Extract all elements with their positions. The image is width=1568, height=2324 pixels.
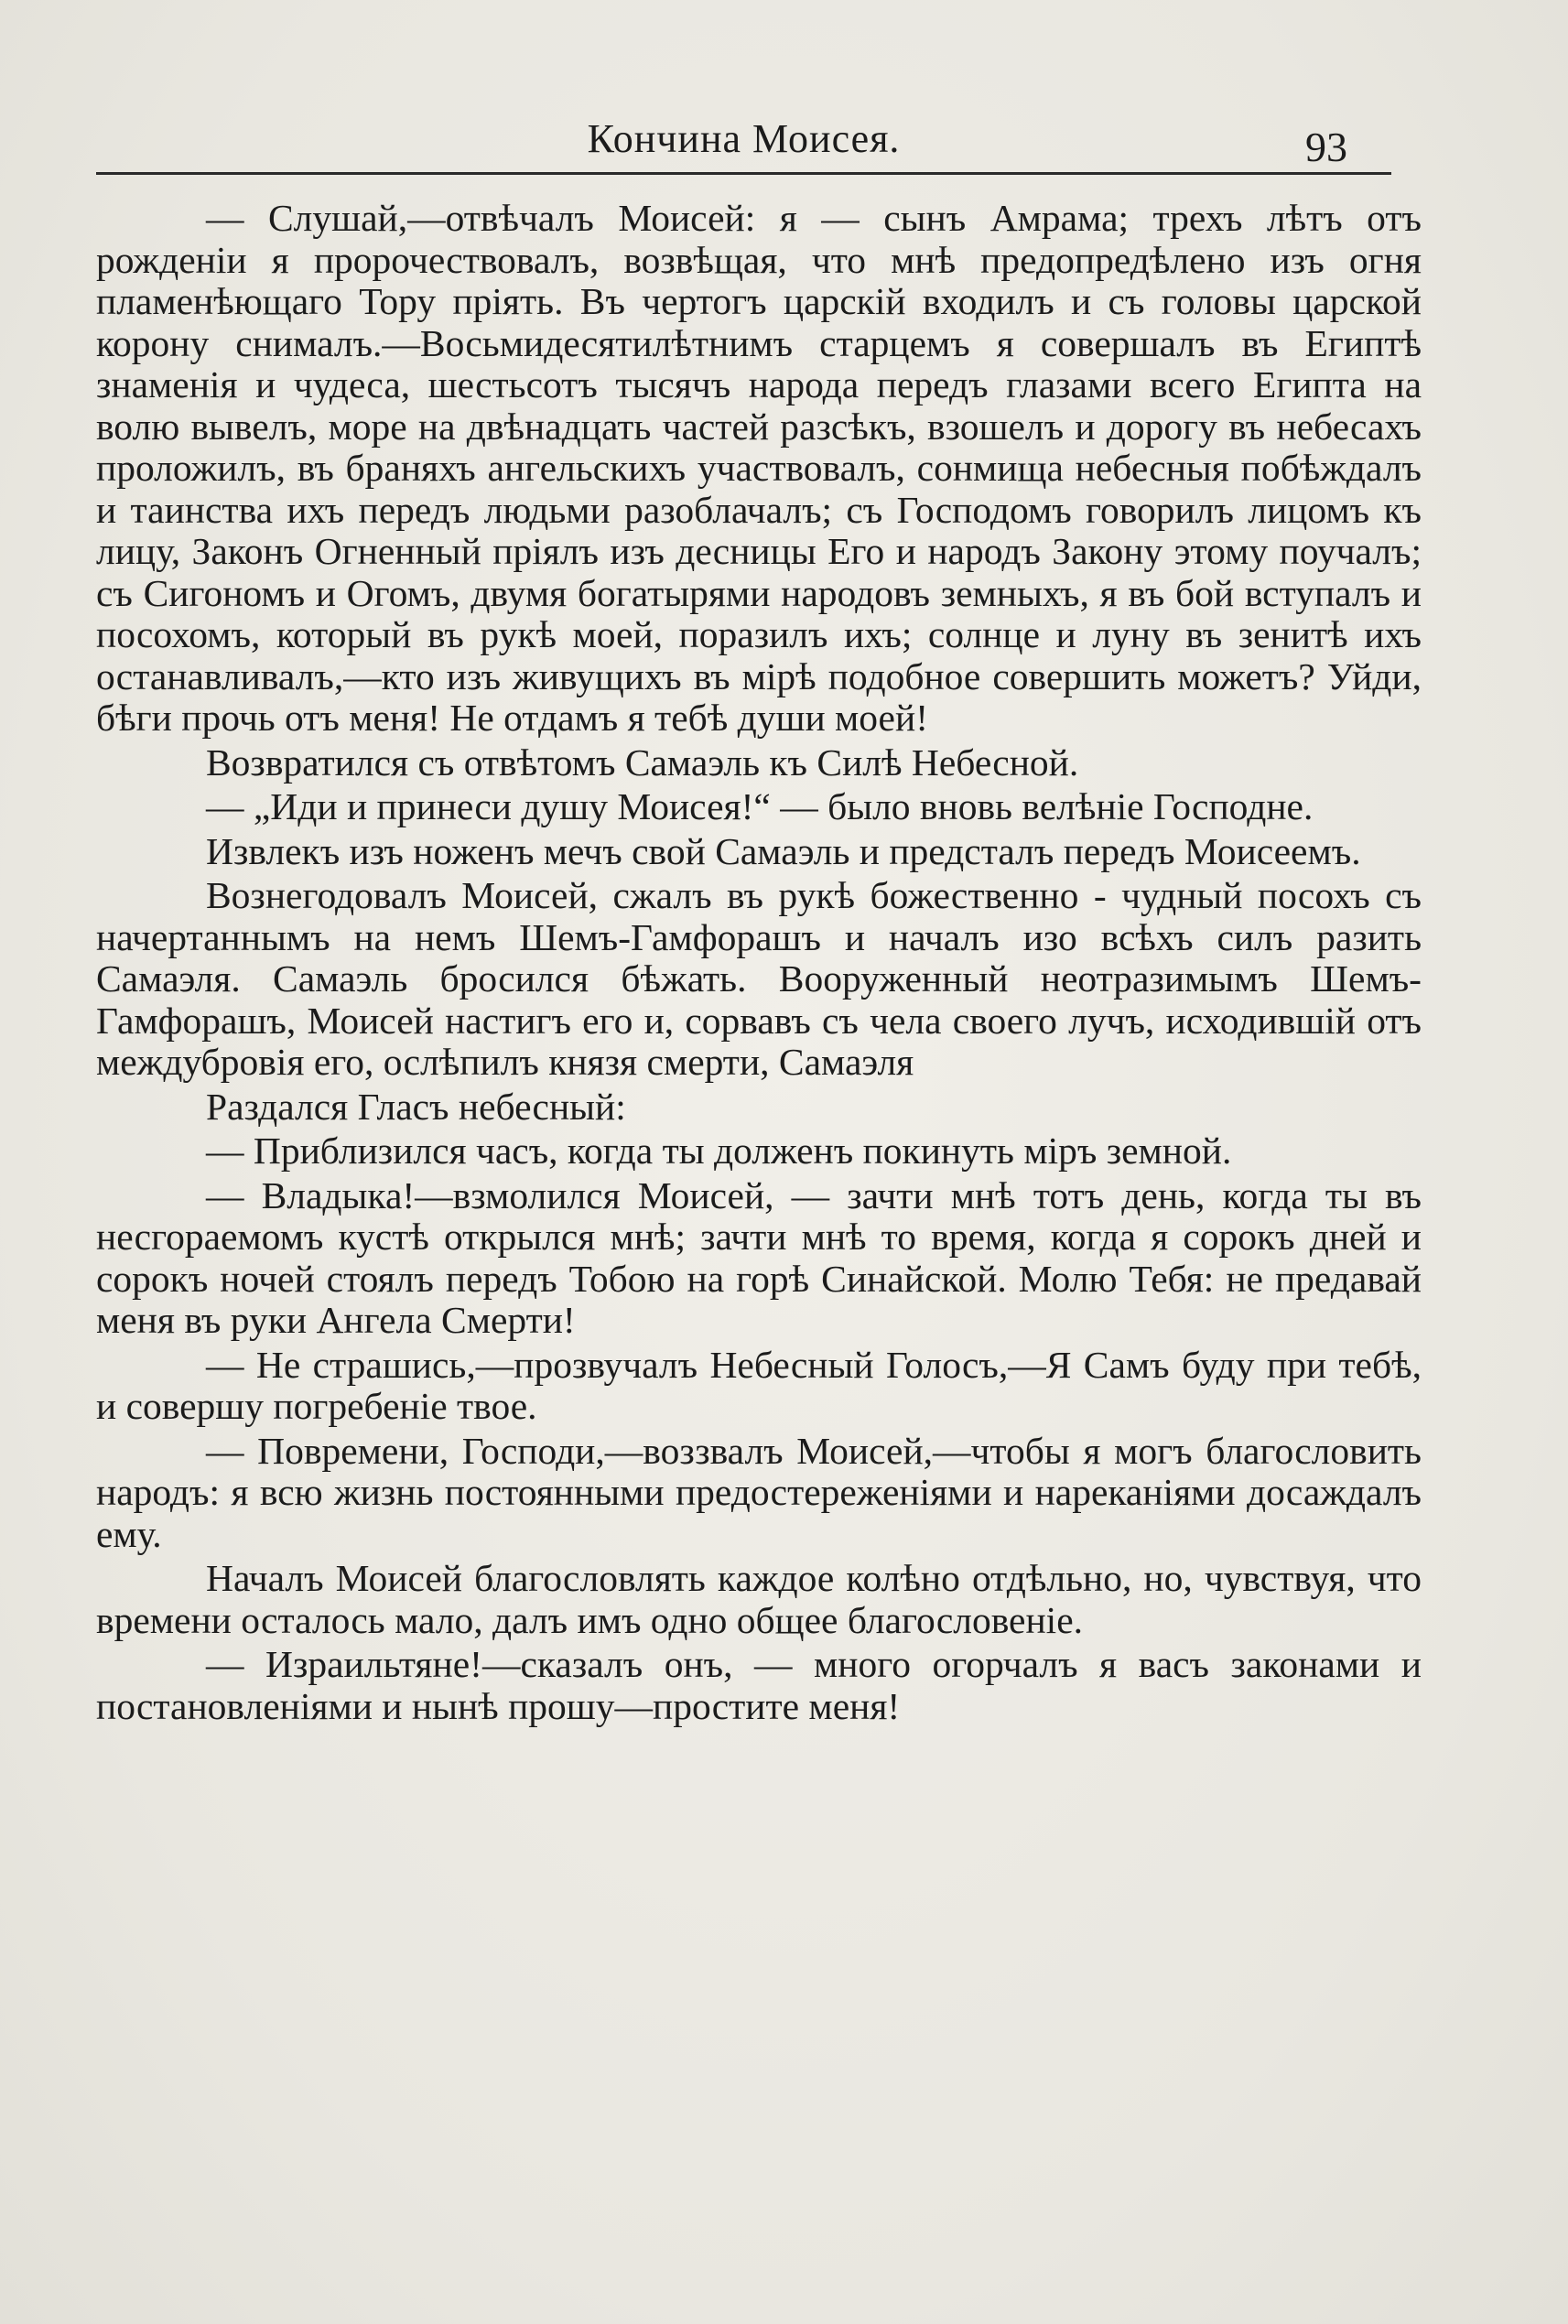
paragraph: Раздался Гласъ небесный: — [206, 1085, 626, 1128]
page-number: 93 — [1305, 124, 1347, 170]
paragraph: — Повремени, Господи,—воззвалъ Моисей,—чтобы я могъ благословить народъ: я всю жизнь постоянными предостереженіями и нареканіями досаждалъ ему. — [96, 1429, 1422, 1555]
paragraph: — Приблизился часъ, когда ты долженъ покинуть міръ земной. — [206, 1130, 1232, 1172]
paragraph: — „Иди и принеси душу Моисея!“ — было вновь велѣніе Господне. — [206, 785, 1314, 827]
paragraph: — Не страшись,—прозвучалъ Небесный Голосъ,—Я Самъ буду при тебѣ, и совершу погребеніе твое. — [96, 1343, 1422, 1427]
page-header — [96, 112, 1391, 175]
body-text — [96, 198, 1422, 1730]
paragraph: Началъ Моисей благословлять каждое колѣно отдѣльно, но, чувствуя, что времени осталось мало, далъ имъ одно общее благословеніе. — [96, 1557, 1422, 1641]
paragraph: Возвратился съ отвѣтомъ Самаэль къ Силѣ Небесной. — [206, 740, 1079, 784]
running-title: Кончина Моисея. — [587, 116, 901, 161]
paragraph: — Владыка!—взмолился Моисей, — зачти мнѣ тотъ день, когда ты въ несгораемомъ кустѣ открылся мнѣ; зачти мнѣ то время, когда я сорокъ дней и сорокъ ночей стоялъ передъ Тобою на горѣ Синайской. Молю Тебя: не предавай меня въ руки Ангела Смерти! — [96, 1173, 1422, 1341]
paragraph: Вознегодовалъ Моисей, сжалъ въ рукѣ божественно - чудный посохъ съ начертаннымъ на немъ Шемъ-Гамфорашъ и началъ изо всѣхъ силъ разить Самаэля. Самаэль бросился бѣжать. Вооруженный неотразимымъ Шемъ-Гамфорашъ, Моисей настигъ его и, сорвавъ съ чела своего лучъ, исходившій отъ междубровія его, ослѣпилъ князя смерти, Самаэля — [96, 874, 1422, 1083]
paragraph: Извлекъ изъ ноженъ мечъ свой Самаэль и предсталъ передъ Моисеемъ. — [206, 829, 1361, 872]
paragraph: — Израильтяне!—сказалъ онъ, — много огорчалъ я васъ законами и постановленіями и нынѣ прошу—простите меня! — [96, 1643, 1422, 1727]
paragraph: — Слушай,—отвѣчалъ Моисей: я — сынъ Амрама; трехъ лѣтъ отъ рожденіи я пророчествовалъ, возвѣщая, что мнѣ предопредѣлено изъ огня пламенѣющаго Тору пріять. Въ чертогъ царскій входилъ и съ головы царской корону снималъ.—Восьмидесятилѣтнимъ старцемъ я совершалъ въ Египтѣ знаменія и чудеса, шестьсотъ тысячъ народа передъ глазами всего Египта на волю вывелъ, море на двѣнадцать частей разсѣкъ, взошелъ и дорогу въ небесахъ проложилъ, въ браняхъ ангельскихъ участвовалъ, сонмища небесныя побѣждалъ и таинства ихъ передъ людьми разоблачалъ; съ Господомъ говорилъ лицомъ къ лицу, Законъ Огненный пріялъ изъ десницы Его и народъ Закону этому поучалъ; съ Сигономъ и Огомъ, двумя богатырями народовъ земныхъ, я въ бой вступалъ и посохомъ, который въ рукѣ моей, поразилъ ихъ; солнце и луну въ зенитѣ ихъ останавливалъ,—кто изъ живущихъ въ мірѣ подобное совершить можетъ? Уйди, бѣги прочь отъ меня! Не отдамъ я тебѣ души моей! — [96, 197, 1422, 739]
